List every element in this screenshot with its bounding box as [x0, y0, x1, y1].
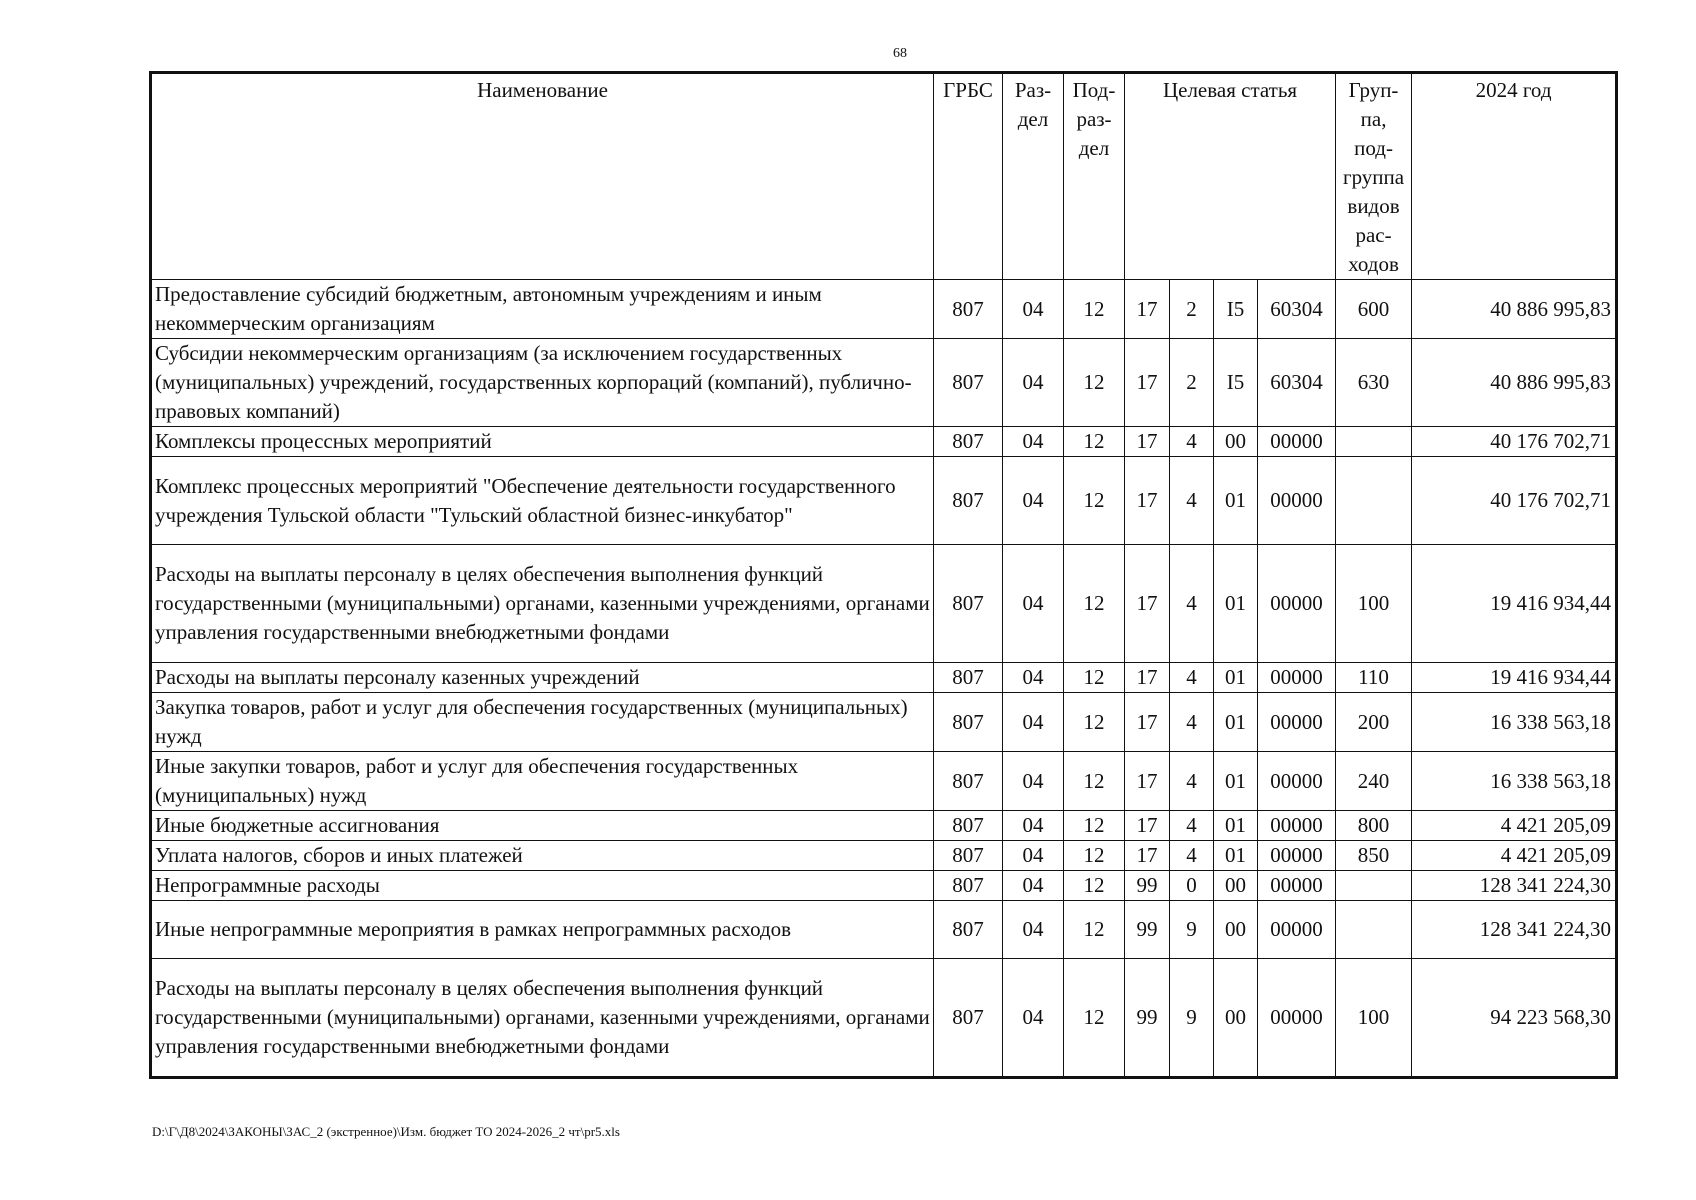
- row-expense-type: [1336, 871, 1412, 901]
- row-razdel: 04: [1003, 693, 1064, 752]
- row-podrazdel: 12: [1064, 841, 1125, 871]
- row-target-direction: 00000: [1258, 457, 1336, 545]
- row-name: Комплекс процессных мероприятий "Обеспечение деятельности государственного учреждения Тульской области "Тульский областной бизнес-инкубатор": [152, 457, 934, 545]
- row-grbs: 807: [934, 663, 1003, 693]
- row-target-type: 4: [1170, 457, 1214, 545]
- row-target-subprogram: 00: [1214, 871, 1258, 901]
- row-razdel: 04: [1003, 457, 1064, 545]
- row-target-type: 2: [1170, 339, 1214, 427]
- row-razdel: 04: [1003, 663, 1064, 693]
- footer-file-path: D:\Г\Д8\2024\ЗАКОНЫ\ЗАС_2 (экстренное)\Изм. бюджет ТО 2024-2026_2 чт\pr5.xls: [152, 1124, 620, 1139]
- row-target-direction: 00000: [1258, 752, 1336, 811]
- table-row: [152, 663, 1616, 693]
- page-number: 68: [893, 46, 907, 61]
- header-grbs: ГРБС: [934, 74, 1003, 280]
- table-row: [152, 871, 1616, 901]
- row-razdel: 04: [1003, 871, 1064, 901]
- table-row: [152, 693, 1616, 752]
- row-target-type: 0: [1170, 871, 1214, 901]
- row-target-subprogram: 01: [1214, 545, 1258, 663]
- row-target-type: 4: [1170, 811, 1214, 841]
- row-target-subprogram: I5: [1214, 280, 1258, 339]
- row-amount-2024: 40 886 995,83: [1412, 339, 1616, 427]
- row-target-direction: 60304: [1258, 280, 1336, 339]
- row-grbs: 807: [934, 427, 1003, 457]
- row-podrazdel: 12: [1064, 663, 1125, 693]
- table-row: [152, 280, 1616, 339]
- row-podrazdel: 12: [1064, 339, 1125, 427]
- row-name: Комплексы процессных мероприятий: [152, 427, 934, 457]
- budget-table: [151, 73, 1616, 1077]
- table-row: [152, 959, 1616, 1077]
- row-razdel: 04: [1003, 901, 1064, 959]
- row-expense-type: 630: [1336, 339, 1412, 427]
- row-target-subprogram: 01: [1214, 811, 1258, 841]
- row-target-direction: 00000: [1258, 545, 1336, 663]
- row-target-direction: 00000: [1258, 841, 1336, 871]
- header-name: Наименование: [152, 74, 934, 280]
- row-razdel: 04: [1003, 811, 1064, 841]
- header-razdel: Раз- дел: [1003, 74, 1064, 280]
- table-body: [152, 280, 1616, 1077]
- row-target-program: 17: [1125, 663, 1170, 693]
- row-expense-type: 800: [1336, 811, 1412, 841]
- row-name: Иные закупки товаров, работ и услуг для обеспечения государственных (муниципальных) нужд: [152, 752, 934, 811]
- row-target-type: 9: [1170, 959, 1214, 1077]
- row-target-program: 17: [1125, 545, 1170, 663]
- row-name: Закупка товаров, работ и услуг для обеспечения государственных (муниципальных) нужд: [152, 693, 934, 752]
- row-podrazdel: 12: [1064, 427, 1125, 457]
- row-amount-2024: 19 416 934,44: [1412, 545, 1616, 663]
- row-target-subprogram: I5: [1214, 339, 1258, 427]
- row-target-subprogram: 00: [1214, 901, 1258, 959]
- row-razdel: 04: [1003, 959, 1064, 1077]
- row-grbs: 807: [934, 457, 1003, 545]
- row-amount-2024: 19 416 934,44: [1412, 663, 1616, 693]
- row-name: Расходы на выплаты персоналу казенных учреждений: [152, 663, 934, 693]
- row-grbs: 807: [934, 811, 1003, 841]
- row-name: Уплата налогов, сборов и иных платежей: [152, 841, 934, 871]
- row-target-direction: 00000: [1258, 811, 1336, 841]
- row-target-subprogram: 00: [1214, 959, 1258, 1077]
- table-row: [152, 545, 1616, 663]
- row-amount-2024: 40 176 702,71: [1412, 427, 1616, 457]
- row-name: Непрограммные расходы: [152, 871, 934, 901]
- header-podrazdel: Под- раз- дел: [1064, 74, 1125, 280]
- row-grbs: 807: [934, 959, 1003, 1077]
- row-grbs: 807: [934, 545, 1003, 663]
- row-target-direction: 00000: [1258, 871, 1336, 901]
- row-name: Иные непрограммные мероприятия в рамках непрограммных расходов: [152, 901, 934, 959]
- row-target-subprogram: 01: [1214, 457, 1258, 545]
- row-podrazdel: 12: [1064, 871, 1125, 901]
- row-target-type: 4: [1170, 693, 1214, 752]
- row-expense-type: 100: [1336, 545, 1412, 663]
- row-amount-2024: 128 341 224,30: [1412, 871, 1616, 901]
- row-grbs: 807: [934, 339, 1003, 427]
- row-target-type: 4: [1170, 545, 1214, 663]
- row-podrazdel: 12: [1064, 693, 1125, 752]
- row-expense-type: [1336, 901, 1412, 959]
- row-target-program: 17: [1125, 280, 1170, 339]
- row-target-subprogram: 00: [1214, 427, 1258, 457]
- row-podrazdel: 12: [1064, 901, 1125, 959]
- row-amount-2024: 16 338 563,18: [1412, 752, 1616, 811]
- row-grbs: 807: [934, 752, 1003, 811]
- row-target-program: 17: [1125, 339, 1170, 427]
- row-podrazdel: 12: [1064, 457, 1125, 545]
- row-razdel: 04: [1003, 427, 1064, 457]
- row-razdel: 04: [1003, 545, 1064, 663]
- row-target-subprogram: 01: [1214, 663, 1258, 693]
- row-amount-2024: 94 223 568,30: [1412, 959, 1616, 1077]
- row-name: Расходы на выплаты персоналу в целях обеспечения выполнения функций государственными (муниципальными) органами, казенными учреждениями, органами управления государственными внебюджетными фондами: [152, 545, 934, 663]
- row-target-type: 4: [1170, 663, 1214, 693]
- row-target-subprogram: 01: [1214, 841, 1258, 871]
- row-expense-type: 200: [1336, 693, 1412, 752]
- row-amount-2024: 16 338 563,18: [1412, 693, 1616, 752]
- row-target-direction: 00000: [1258, 427, 1336, 457]
- row-target-program: 99: [1125, 959, 1170, 1077]
- row-target-direction: 60304: [1258, 339, 1336, 427]
- row-target-type: 2: [1170, 280, 1214, 339]
- row-target-direction: 00000: [1258, 693, 1336, 752]
- table-row: [152, 339, 1616, 427]
- row-razdel: 04: [1003, 280, 1064, 339]
- table-row: [152, 752, 1616, 811]
- row-target-type: 4: [1170, 427, 1214, 457]
- row-grbs: 807: [934, 841, 1003, 871]
- row-amount-2024: 4 421 205,09: [1412, 811, 1616, 841]
- row-target-program: 17: [1125, 811, 1170, 841]
- row-name: Субсидии некоммерческим организациям (за исключением государственных (муниципальных) учреждений, государственных корпораций (компаний), публично-правовых компаний): [152, 339, 934, 427]
- row-target-program: 99: [1125, 871, 1170, 901]
- row-target-program: 17: [1125, 693, 1170, 752]
- header-year: 2024 год: [1412, 74, 1616, 280]
- row-target-type: 9: [1170, 901, 1214, 959]
- row-target-program: 99: [1125, 901, 1170, 959]
- row-target-type: 4: [1170, 841, 1214, 871]
- row-grbs: 807: [934, 280, 1003, 339]
- row-razdel: 04: [1003, 339, 1064, 427]
- header-celevaya-statya: Целевая статья: [1125, 74, 1336, 280]
- row-name: Предоставление субсидий бюджетным, автономным учреждениям и иным некоммерческим организациям: [152, 280, 934, 339]
- row-amount-2024: 40 176 702,71: [1412, 457, 1616, 545]
- header-gruppa-vidov-rashodov: Груп- па, под- группа видов рас- ходов: [1336, 74, 1412, 280]
- table-header-row: [152, 74, 1616, 280]
- row-target-direction: 00000: [1258, 663, 1336, 693]
- row-expense-type: 850: [1336, 841, 1412, 871]
- row-name: Расходы на выплаты персоналу в целях обеспечения выполнения функций государственными (муниципальными) органами, казенными учреждениями, органами управления государственными внебюджетными фондами: [152, 959, 934, 1077]
- row-grbs: 807: [934, 871, 1003, 901]
- row-expense-type: 110: [1336, 663, 1412, 693]
- row-expense-type: 100: [1336, 959, 1412, 1077]
- row-target-program: 17: [1125, 427, 1170, 457]
- row-podrazdel: 12: [1064, 280, 1125, 339]
- row-razdel: 04: [1003, 841, 1064, 871]
- row-name: Иные бюджетные ассигнования: [152, 811, 934, 841]
- table-row: [152, 841, 1616, 871]
- row-target-program: 17: [1125, 752, 1170, 811]
- row-target-direction: 00000: [1258, 901, 1336, 959]
- table-row: [152, 901, 1616, 959]
- row-expense-type: [1336, 427, 1412, 457]
- row-target-program: 17: [1125, 841, 1170, 871]
- row-expense-type: 600: [1336, 280, 1412, 339]
- row-razdel: 04: [1003, 752, 1064, 811]
- row-expense-type: [1336, 457, 1412, 545]
- row-expense-type: 240: [1336, 752, 1412, 811]
- row-target-direction: 00000: [1258, 959, 1336, 1077]
- row-target-subprogram: 01: [1214, 752, 1258, 811]
- row-target-program: 17: [1125, 457, 1170, 545]
- row-grbs: 807: [934, 693, 1003, 752]
- row-amount-2024: 4 421 205,09: [1412, 841, 1616, 871]
- row-podrazdel: 12: [1064, 811, 1125, 841]
- row-amount-2024: 128 341 224,30: [1412, 901, 1616, 959]
- row-target-type: 4: [1170, 752, 1214, 811]
- table-row: [152, 811, 1616, 841]
- row-podrazdel: 12: [1064, 545, 1125, 663]
- row-grbs: 807: [934, 901, 1003, 959]
- row-podrazdel: 12: [1064, 752, 1125, 811]
- table-row: [152, 427, 1616, 457]
- table-row: [152, 457, 1616, 545]
- row-amount-2024: 40 886 995,83: [1412, 280, 1616, 339]
- row-target-subprogram: 01: [1214, 693, 1258, 752]
- row-podrazdel: 12: [1064, 959, 1125, 1077]
